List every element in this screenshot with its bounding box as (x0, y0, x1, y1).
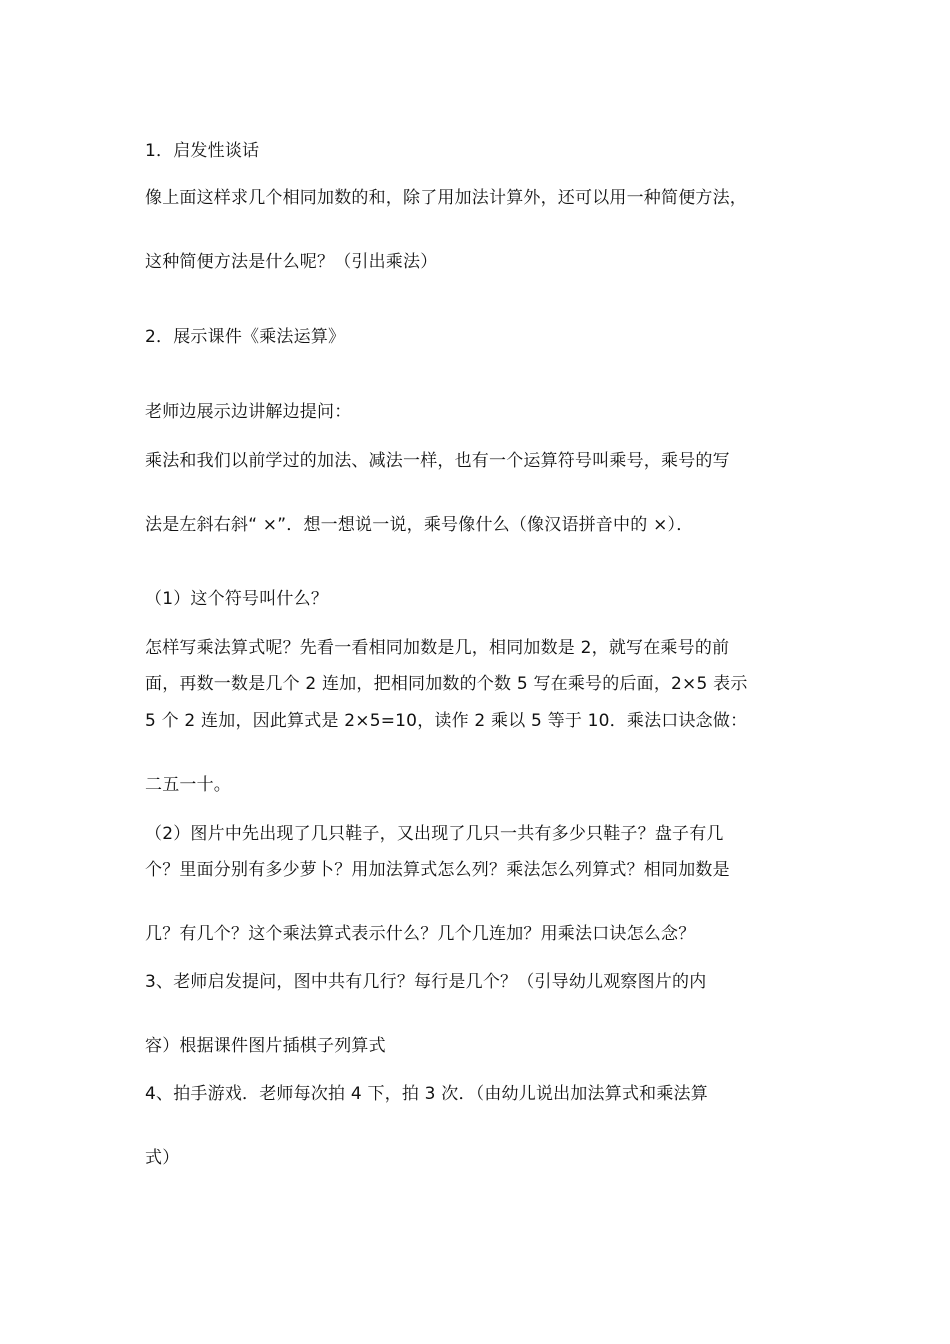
paragraph-line: 老师边展示边讲解边提问： (145, 402, 352, 422)
step-4: 4、拍手游戏．老师每次拍 4 下，拍 3 次．（由幼儿说出加法算式和乘法算 (145, 1084, 708, 1104)
paragraph-line: 怎样写乘法算式呢？先看一看相同加数是几，相同加数是 2，就写在乘号的前 (145, 638, 730, 658)
paragraph-line: 二五一十。 (145, 775, 231, 795)
heading-1: 1．启发性谈话 (145, 141, 260, 161)
paragraph-line: 像上面这样求几个相同加数的和，除了用加法计算外，还可以用一种简便方法， (145, 188, 747, 208)
step-3: 3、老师启发提问，图中共有几行？每行是几个？（引导幼儿观察图片的内 (145, 972, 707, 992)
paragraph-line: 个？里面分别有多少萝卜？用加法算式怎么列？乘法怎么列算式？相同加数是 (145, 860, 730, 880)
paragraph-line: 容）根据课件图片插棋子列算式 (145, 1036, 386, 1056)
paragraph-line: 这种简便方法是什么呢？（引出乘法） (145, 252, 438, 272)
question-2: （2）图片中先出现了几只鞋子，又出现了几只一共有多少只鞋子？盘子有几 (145, 824, 724, 844)
heading-2: 2．展示课件《乘法运算》 (145, 327, 346, 347)
paragraph-line: 面，再数一数是几个 2 连加，把相同加数的个数 5 写在乘号的后面，2×5 表示 (145, 674, 748, 694)
paragraph-line: 法是左斜右斜“ ×”．想一想说一说，乘号像什么（像汉语拼音中的 ×）． (145, 515, 694, 535)
paragraph-line: 式） (145, 1148, 180, 1168)
question-1: （1）这个符号叫什么？ (145, 589, 329, 609)
paragraph-line: 乘法和我们以前学过的加法、减法一样，也有一个运算符号叫乘号，乘号的写 (145, 451, 730, 471)
paragraph-line: 5 个 2 连加，因此算式是 2×5=10，读作 2 乘以 5 等于 10．乘法口诀念做： (145, 711, 748, 731)
paragraph-line: 几？有几个？这个乘法算式表示什么？几个几连加？用乘法口诀怎么念？ (145, 924, 696, 944)
